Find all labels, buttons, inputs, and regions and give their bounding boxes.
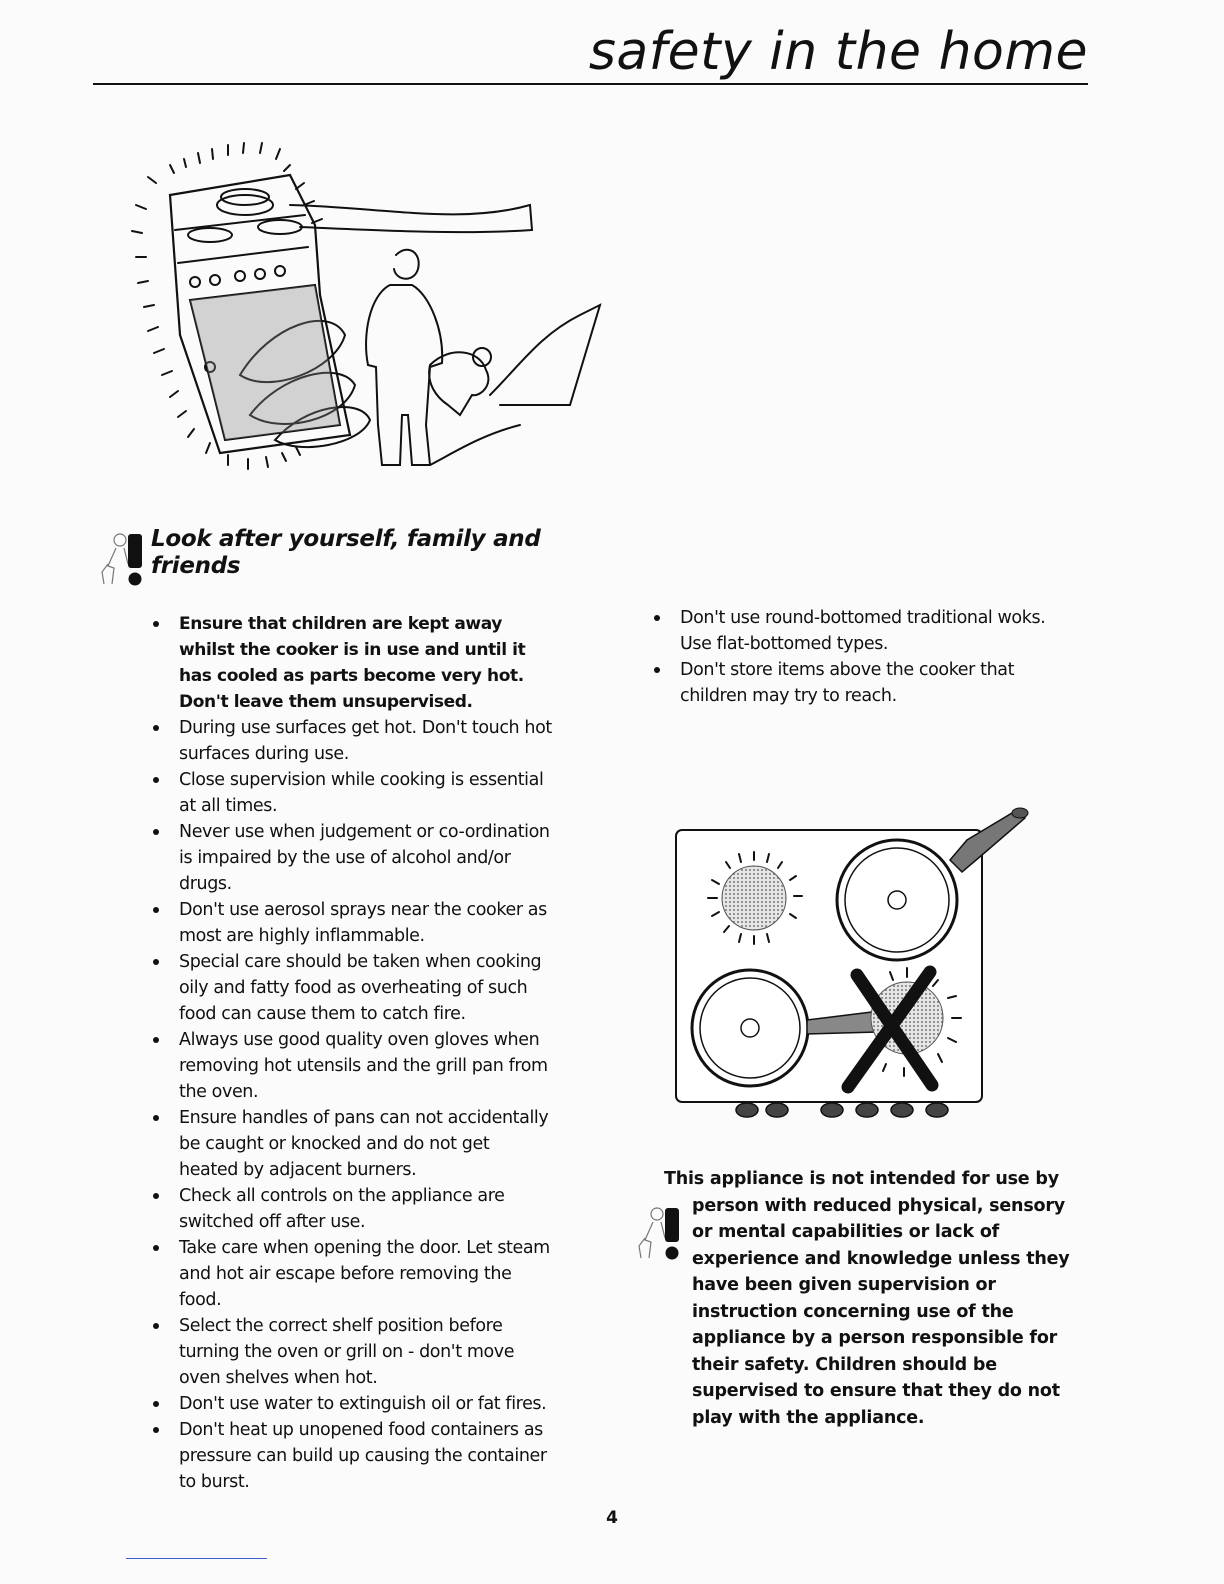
cooker-child-illustration [100, 135, 605, 485]
notice-first-line: This appliance is not intended for use by [664, 1169, 1059, 1189]
list-item: During use surfaces get hot. Don't touch hot surfaces during use. [152, 715, 552, 767]
page-number: 4 [606, 1508, 618, 1528]
list-item: Don't heat up unopened food containers as pressure can build up causing the container to burst. [152, 1417, 552, 1495]
title-rule [93, 83, 1088, 85]
notice-body: person with reduced physical, sensory or mental capabilities or lack of experience and knowledge unless they have been given supervision or instruction concerning use of the appliance by a person responsible for their safety. Children should be supervised to ensure that they do not play with the appliance. [692, 1195, 1070, 1428]
footer-rule [126, 1558, 267, 1559]
list-item: Select the correct shelf position before turning the oven or grill on - don't move oven shelves when hot. [152, 1313, 552, 1391]
list-item: Close supervision while cooking is essential at all times. [152, 767, 552, 819]
hob-pan-handle-illustration [672, 800, 1037, 1125]
list-item: Always use good quality oven gloves when removing hot utensils and the grill pan from the oven. [152, 1027, 552, 1105]
list-item: Don't use aerosol sprays near the cooker as most are highly inflammable. [152, 897, 552, 949]
warning-child-icon [98, 528, 150, 588]
supervision-notice [630, 1166, 1070, 1431]
list-item: Don't use round-bottomed traditional woks. Use flat-bottomed types. [653, 605, 1063, 657]
safety-bullet-list [152, 611, 552, 1495]
right-bullet-list [653, 605, 1063, 709]
list-item: Never use when judgement or co-ordination is impaired by the use of alcohol and/or drugs. [152, 819, 552, 897]
list-item: Ensure handles of pans can not accidentally be caught or knocked and do not get heated by adjacent burners. [152, 1105, 552, 1183]
list-item: Don't store items above the cooker that children may try to reach. [653, 657, 1063, 709]
section-heading: Look after yourself, family and friends [151, 526, 541, 579]
list-item: Check all controls on the appliance are switched off after use. [152, 1183, 552, 1235]
list-item: Don't use water to extinguish oil or fat fires. [152, 1391, 552, 1417]
page-title: safety in the home [588, 22, 1088, 82]
list-item: Special care should be taken when cooking oily and fatty food as overheating of such food can cause them to catch fire. [152, 949, 552, 1027]
list-item: Take care when opening the door. Let steam and hot air escape before removing the food. [152, 1235, 552, 1313]
warning-child-icon [635, 1202, 687, 1262]
list-item: Ensure that children are kept away whilst the cooker is in use and until it has cooled as parts become very hot. Don't leave them unsupervised. [152, 611, 552, 715]
section-heading-block [98, 526, 568, 580]
